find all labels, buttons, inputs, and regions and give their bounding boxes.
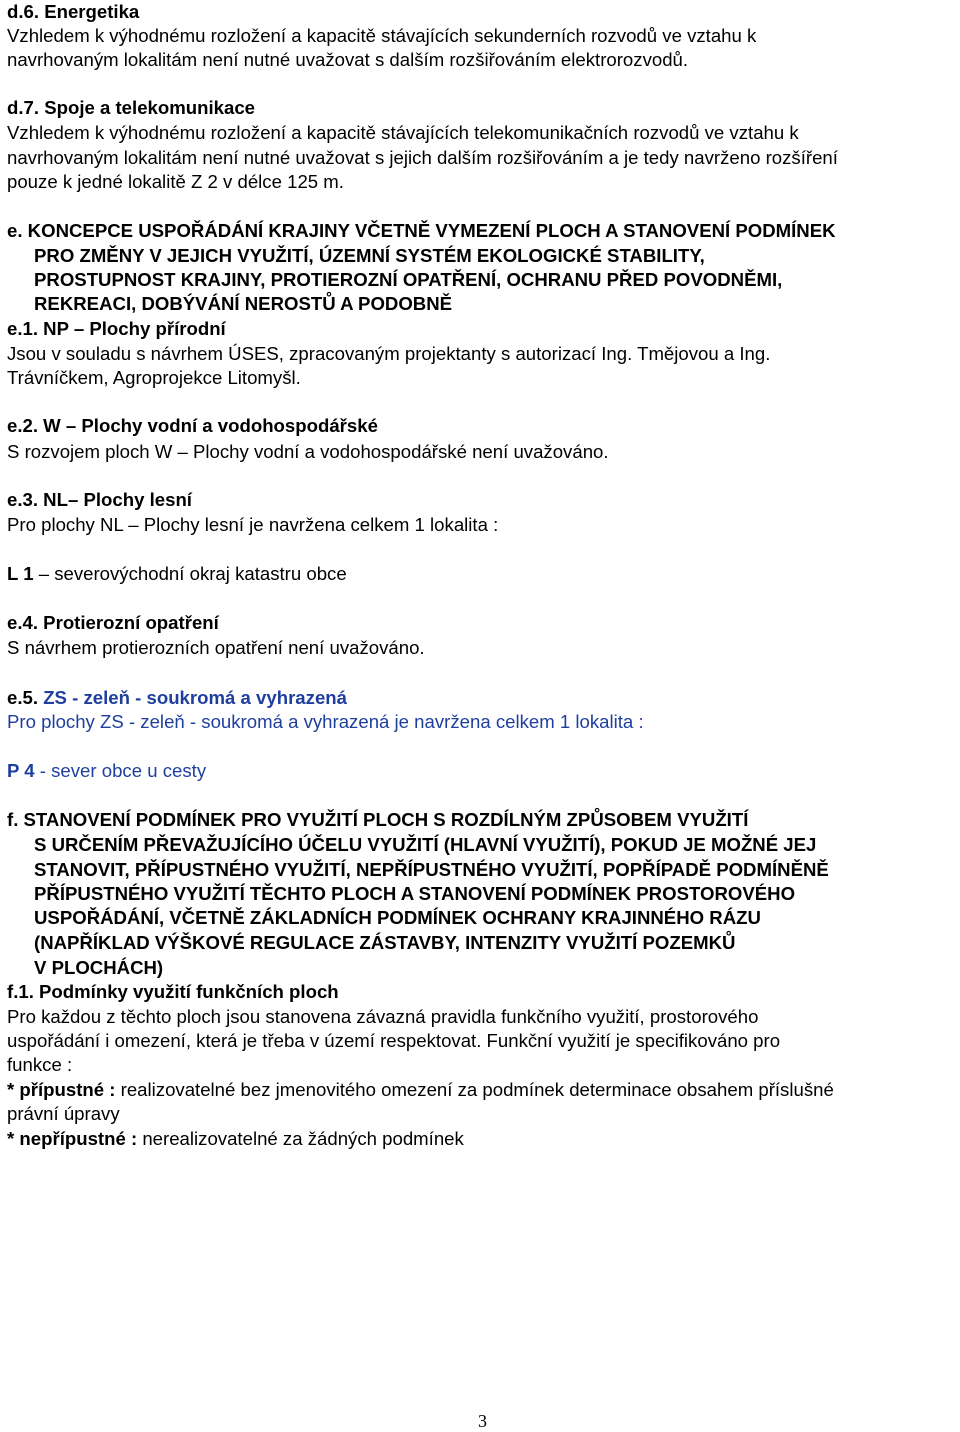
definition-term: * nepřípustné : [7,1128,138,1149]
subsection-e5-name: ZS - zeleň - soukromá a vyhrazená [43,687,347,708]
paragraph-line: funkce : [7,1054,73,1075]
paragraph-line: S rozvojem ploch W – Plochy vodní a vodohospodářské není uvažováno. [7,441,609,462]
section-f-title: (NAPŘÍKLAD VÝŠKOVÉ REGULACE ZÁSTAVBY, INTENZITY VYUŽITÍ POZEMKŮ [34,932,736,953]
section-f-title: USPOŘÁDÁNÍ, VČETNĚ ZÁKLADNÍCH PODMÍNEK OCHRANY KRAJINNÉHO RÁZU [34,907,761,928]
section-f-title: V PLOCHÁCH) [34,957,164,978]
section-f-title: STANOVIT, PŘÍPUSTNÉHO VYUŽITÍ, NEPŘÍPUSTNÉHO VYUŽITÍ, POPŘÍPADĚ PODMÍNĚNĚ [34,859,829,880]
list-item [7,562,347,586]
section-f-title: PŘÍPUSTNÉHO VYUŽITÍ TĚCHTO PLOCH A STANOVENÍ PODMÍNEK PROSTOROVÉHO [34,883,796,904]
definition-text: realizovatelné bez jmenovitého omezení za podmínek determinace obsahem příslušné [115,1079,834,1100]
paragraph-line: S návrhem protierozních opatření není uvažováno. [7,637,425,658]
paragraph-line: Pro každou z těchto ploch jsou stanovena závazná pravidla funkčního využití, prostorového [7,1006,759,1027]
paragraph-line: uspořádání i omezení, která je třeba v území respektovat. Funkční využití je specifikováno pro [7,1030,781,1051]
paragraph-line: Vzhledem k výhodnému rozložení a kapacitě stávajících telekomunikačních rozvodů ve vztahu k [7,122,799,143]
paragraph-line: Pro plochy NL – Plochy lesní je navržena celkem 1 lokalita : [7,514,499,535]
list-item [7,759,206,783]
paragraph-line: pouze k jedné lokalitě Z 2 v délce 125 m. [7,171,344,192]
subsection-f1-title: f.1. Podmínky využití funkčních ploch [7,981,339,1002]
subsection-e2-title: e.2. W – Plochy vodní a vodohospodářské [7,415,378,436]
paragraph-line: navrhovaným lokalitám není nutné uvažovat s jejich dalším rozšiřováním a je tedy navrženo rozšíření [7,147,838,168]
paragraph-line: navrhovaným lokalitám není nutné uvažovat s dalším rozšiřováním elektrorozvodů. [7,49,689,70]
subsection-e5-title [7,686,347,710]
section-f-title: f. STANOVENÍ PODMÍNEK PRO VYUŽITÍ PLOCH S ROZDÍLNÝM ZPŮSOBEM VYUŽITÍ [7,809,749,830]
paragraph-line: Trávníčkem, Agroprojekce Litomyšl. [7,367,301,388]
definition-term: * přípustné : [7,1079,116,1100]
section-f-title: S URČENÍM PŘEVAŽUJÍCÍHO ÚČELU VYUŽITÍ (HLAVNÍ VYUŽITÍ), POKUD JE MOŽNÉ JEJ [34,834,817,855]
section-e-title: e. KONCEPCE USPOŘÁDÁNÍ KRAJINY VČETNĚ VYMEZENÍ PLOCH A STANOVENÍ PODMÍNEK [7,220,836,241]
subsection-number: e.5. [7,687,44,708]
section-d6-title: d.6. Energetika [7,1,140,22]
paragraph-line: právní úpravy [7,1103,120,1124]
paragraph-line: Vzhledem k výhodnému rozložení a kapacitě stávajících sekunderních rozvodů ve vztahu k [7,25,757,46]
lokalita-code: L 1 [7,563,34,584]
paragraph-line: Jsou v souladu s návrhem ÚSES, zpracovaným projektanty s autorizací Ing. Tmějovou a Ing. [7,343,771,364]
definition-pripustne [7,1078,834,1102]
section-e-title: REKREACI, DOBÝVÁNÍ NEROSTŮ A PODOBNĚ [34,293,453,314]
section-e-title: PRO ZMĚNY V JEJICH VYUŽITÍ, ÚZEMNÍ SYSTÉM EKOLOGICKÉ STABILITY, [34,245,705,266]
paragraph-line: Pro plochy ZS - zeleň - soukromá a vyhrazená je navržena celkem 1 lokalita : [7,711,644,732]
page-number: 3 [478,1411,487,1431]
subsection-e4-title: e.4. Protierozní opatření [7,612,219,633]
subsection-e3-title: e.3. NL– Plochy lesní [7,489,192,510]
lokalita-text: – severovýchodní okraj katastru obce [33,563,347,584]
plocha-text: - sever obce u cesty [34,760,207,781]
definition-nepripustne [7,1127,464,1151]
section-e-title: PROSTUPNOST KRAJINY, PROTIEROZNÍ OPATŘENÍ, OCHRANU PŘED POVODNĚMI, [34,269,783,290]
definition-text: nerealizovatelné za žádných podmínek [137,1128,464,1149]
plocha-code: P 4 [7,760,35,781]
subsection-e1-title: e.1. NP – Plochy přírodní [7,318,226,339]
section-d7-title: d.7. Spoje a telekomunikace [7,97,256,118]
